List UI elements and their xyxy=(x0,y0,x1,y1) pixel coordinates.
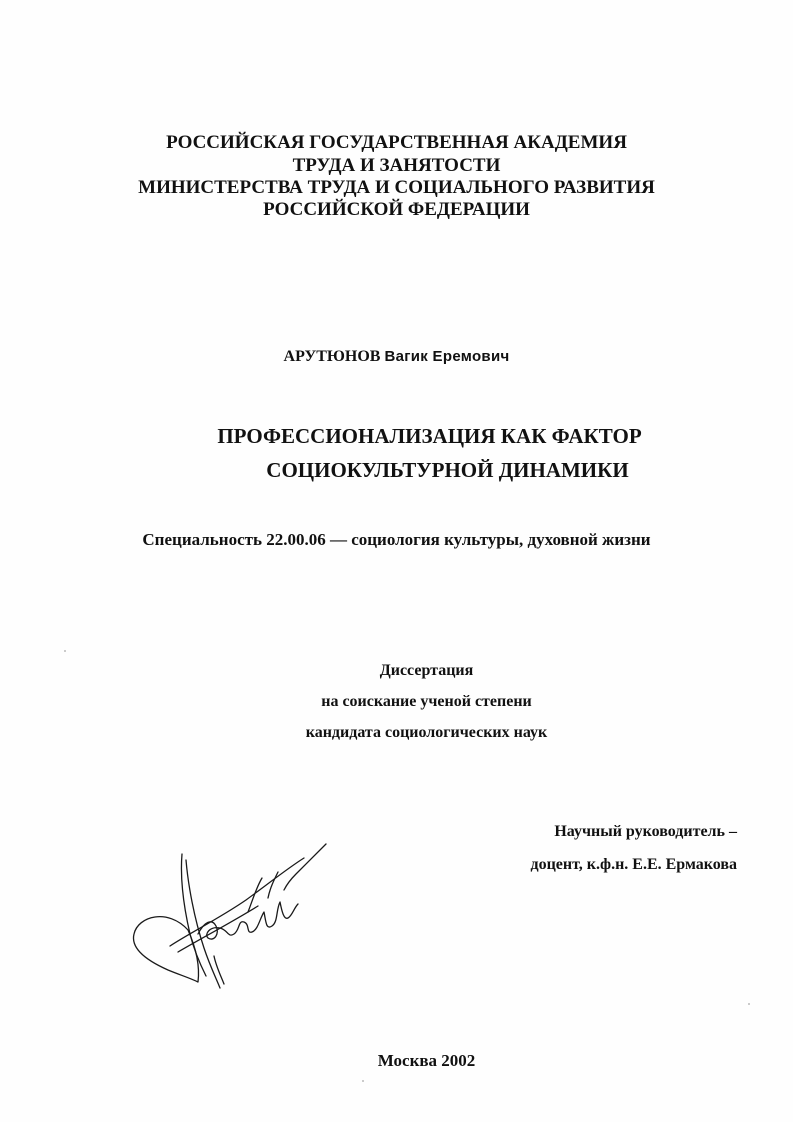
advisor-name: доцент, к.ф.н. Е.Е. Ермакова xyxy=(530,856,737,873)
author-name xyxy=(0,348,793,366)
advisor-label: Научный руководитель – xyxy=(554,823,737,840)
organization-line: РОССИЙСКОЙ ФЕДЕРАЦИИ xyxy=(263,199,530,220)
degree-line: кандидата социологических наук xyxy=(305,724,548,741)
scan-speck xyxy=(362,1080,364,1082)
organization-line: ТРУДА И ЗАНЯТОСТИ xyxy=(292,155,501,176)
place-and-year: Москва 2002 xyxy=(377,1051,476,1070)
organization-line: РОССИЙСКАЯ ГОСУДАРСТВЕННАЯ АКАДЕМИЯ xyxy=(166,132,627,153)
specialty: Специальность 22.00.06 — социология культуры, духовной жизни xyxy=(142,530,651,549)
handwritten-signature xyxy=(128,838,338,998)
scan-speck xyxy=(64,650,66,652)
author-surname: АРУТЮНОВ xyxy=(283,348,381,365)
degree-line: на соискание ученой степени xyxy=(321,693,532,710)
organization-line: МИНИСТЕРСТВА ТРУДА И СОЦИАЛЬНОГО РАЗВИТИЯ xyxy=(138,177,655,198)
scan-speck xyxy=(748,1003,750,1005)
title-line: СОЦИОКУЛЬТУРНОЙ ДИНАМИКИ xyxy=(266,458,629,482)
author-given-names: Вагик Еремович xyxy=(384,348,510,365)
degree-line: Диссертация xyxy=(379,662,474,679)
title-line: ПРОФЕССИОНАЛИЗАЦИЯ КАК ФАКТОР xyxy=(217,424,642,448)
